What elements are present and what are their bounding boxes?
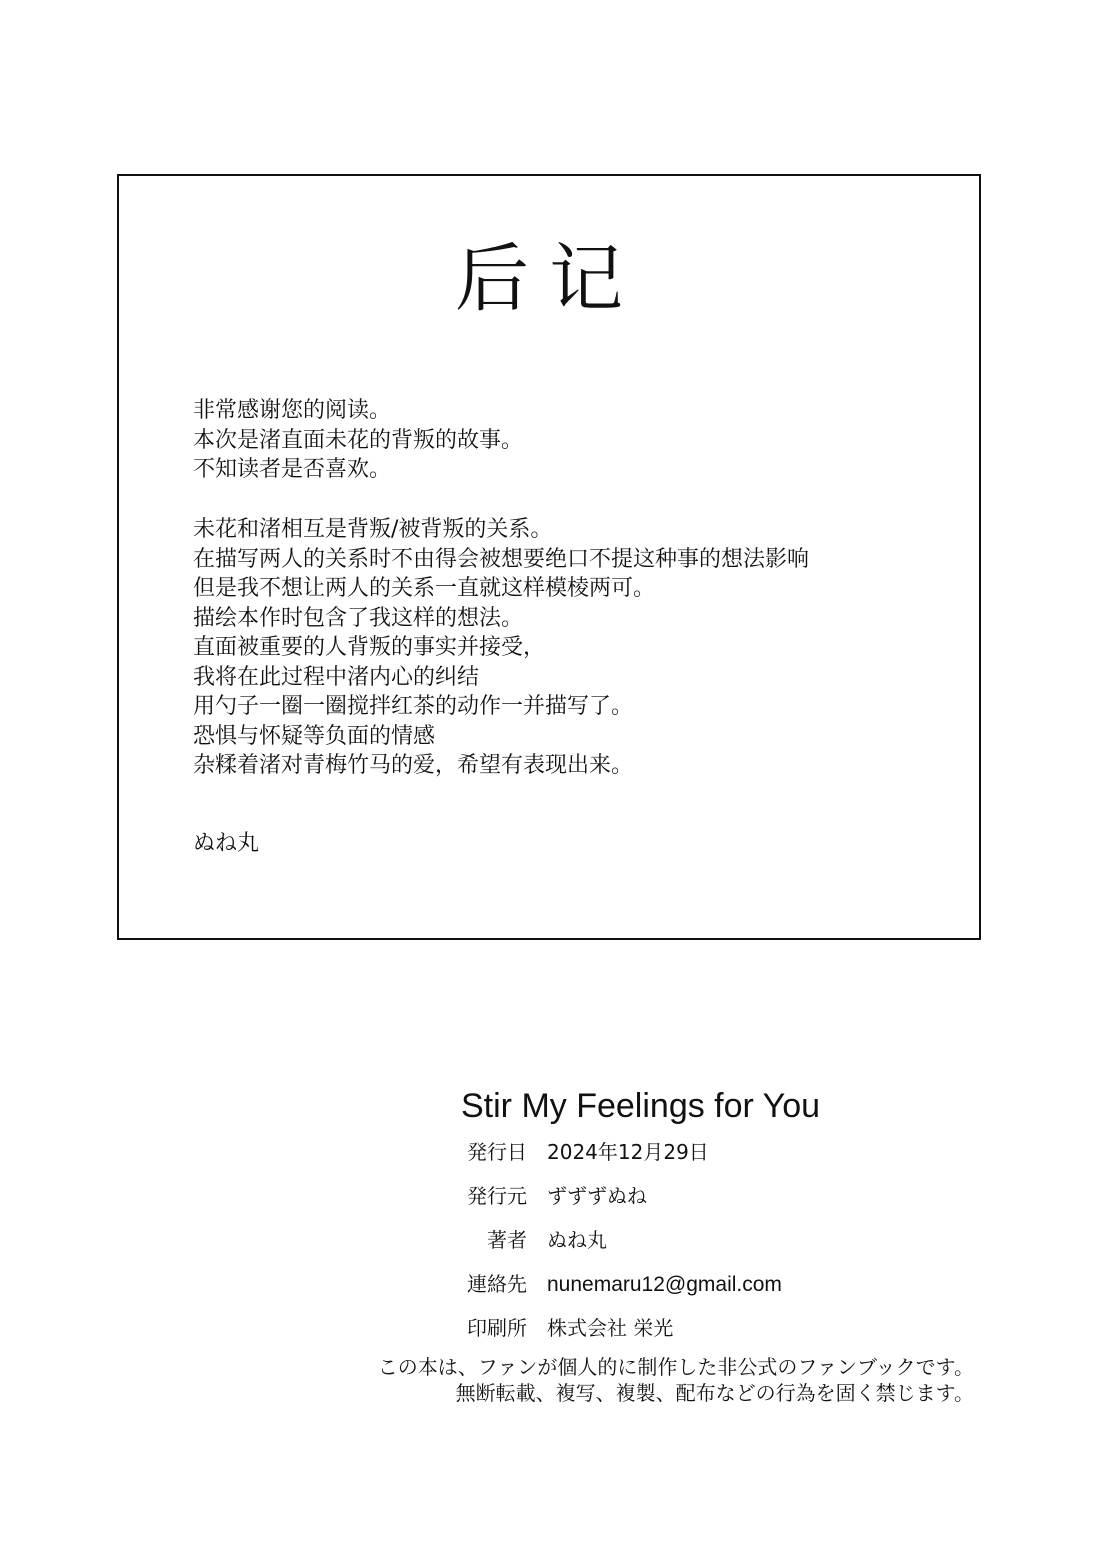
colophon-label: 連絡先 (467, 1272, 527, 1296)
afterword-line: 在描写两人的关系时不由得会被想要绝口不提这种事的想法影响 (193, 546, 810, 572)
colophon-label: 発行元 (467, 1184, 527, 1208)
book-title: Stir My Feelings for You (461, 1087, 821, 1125)
colophon-row-printer (461, 1312, 1001, 1356)
afterword-line: 直面被重要的人背叛的事实并接受， (193, 635, 546, 660)
contact-email: nunemaru12@gmail.com (547, 1273, 782, 1296)
afterword-signature: ぬね丸 (193, 831, 260, 856)
colophon-row-contact (461, 1268, 1001, 1312)
colophon-value: ぬね丸 (547, 1228, 607, 1252)
afterword-line: 不知读者是否喜欢。 (193, 457, 392, 482)
afterword-box (117, 174, 981, 940)
afterword-line: 本次是渚直面未花的背叛的故事。 (193, 427, 524, 453)
copyright-notice (378, 1354, 974, 1406)
colophon-label: 著者 (487, 1228, 527, 1252)
colophon-label: 発行日 (467, 1140, 527, 1164)
colophon (461, 1086, 1001, 1356)
notice-line: 無断転載、複写、複製、配布などの行為を固く禁じます。 (455, 1381, 974, 1405)
notice-line: この本は、ファンが個人的に制作した非公式のファンブックです。 (377, 1355, 974, 1379)
afterword-line: 描绘本作时包含了我这样的想法。 (193, 605, 524, 631)
afterword-title: 后记 (455, 236, 643, 322)
afterword-line: 非常感谢您的阅读。 (193, 398, 392, 423)
colophon-label: 印刷所 (467, 1316, 527, 1340)
colophon-value: 2024年12月29日 (547, 1140, 709, 1164)
afterword-line: 用勺子一圈一圈搅拌红茶的动作一并描写了。 (193, 694, 634, 719)
afterword-line: 我将在此过程中渚内心的纠结 (193, 664, 480, 690)
afterword-line: 未花和渚相互是背叛/被背叛的关系。 (193, 517, 553, 542)
afterword-line: 恐惧与怀疑等负面的情感 (193, 723, 436, 749)
afterword-line: 但是我不想让两人的关系一直就这样模棱两可。 (193, 576, 656, 601)
colophon-value: ずずずぬね (547, 1184, 647, 1208)
colophon-row-publish-date (461, 1136, 1001, 1180)
afterword-line: 杂糅着渚对青梅竹马的爱，希望有表现出来。 (193, 753, 634, 778)
colophon-row-publisher (461, 1180, 1001, 1224)
colophon-value: 株式会社 栄光 (547, 1316, 674, 1340)
colophon-row-author (461, 1224, 1001, 1268)
afterword-paragraph-2 (193, 515, 809, 781)
afterword-paragraph-1 (193, 396, 523, 485)
